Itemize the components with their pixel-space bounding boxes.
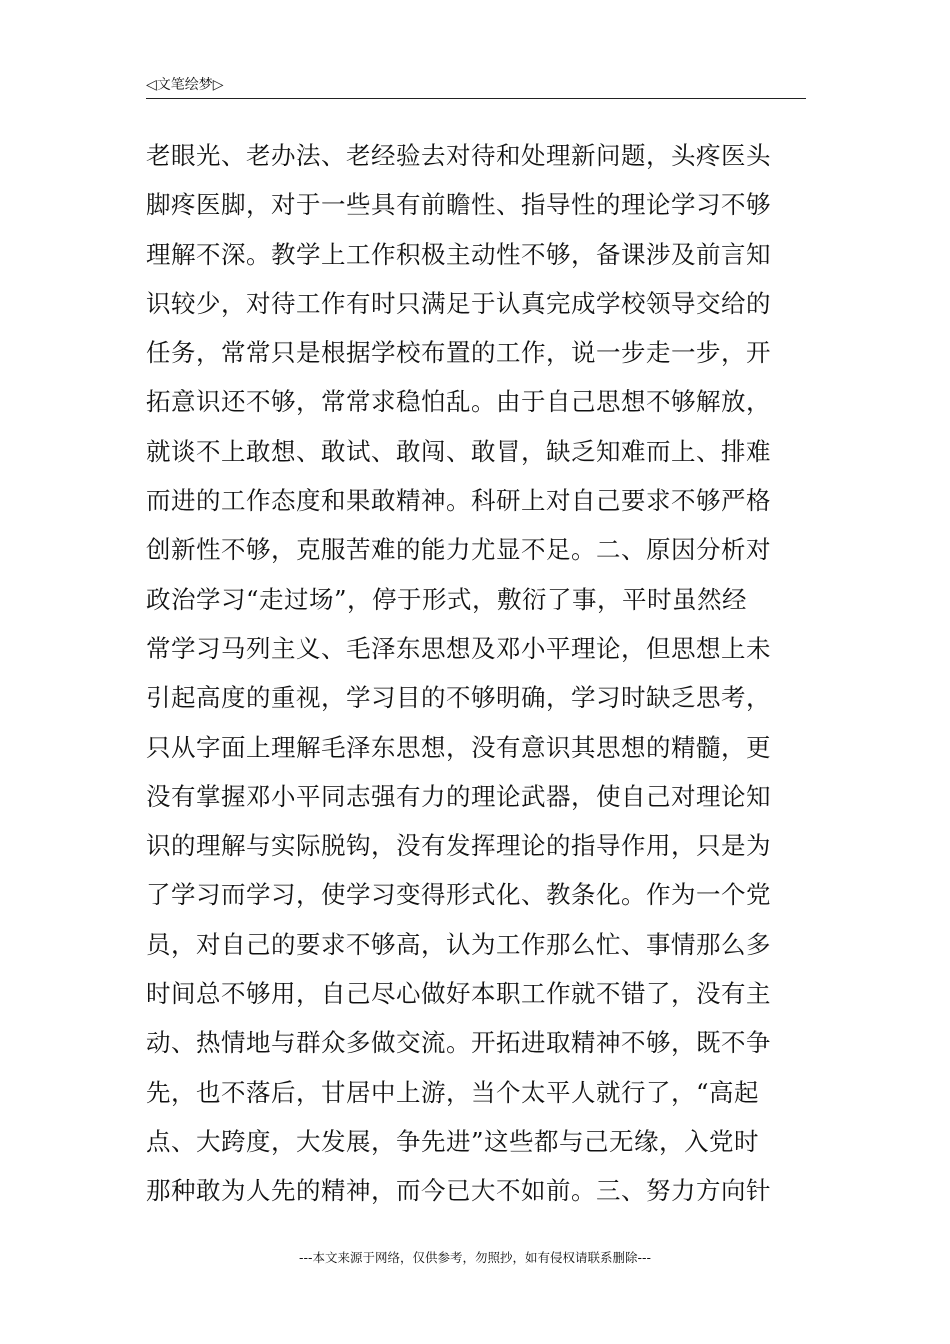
text-line: 识较少，对待工作有时只满足于认真完成学校领导交给的	[146, 288, 771, 318]
text-line: 没有掌握邓小平同志强有力的理论武器，使自己对理论知	[146, 781, 771, 811]
text-line: 时间总不够用，自己尽心做好本职工作就不错了，没有主	[146, 979, 771, 1009]
text-line: 就谈不上敢想、敢试、敢闯、敢冒，缺乏知难而上、排难	[146, 436, 771, 466]
text-line: 政治学习“走过场”，停于形式，敷衍了事，平时虽然经	[146, 584, 748, 614]
text-line: 创新性不够，克服苦难的能力尤显不足。二、原因分析对	[146, 535, 771, 565]
text-line: 任务，常常只是根据学校布置的工作，说一步走一步，开	[146, 338, 771, 368]
text-line: 点、大跨度，大发展，争先进”这些都与己无缘，入党时	[146, 1126, 760, 1156]
text-line: 员，对自己的要求不够高，认为工作那么忙、事情那么多	[146, 929, 771, 959]
text-line: 只从字面上理解毛泽东思想，没有意识其思想的精髓，更	[146, 732, 771, 762]
text-line: 识的理解与实际脱钩，没有发挥理论的指导作用，只是为	[146, 831, 771, 861]
text-line: 先，也不落后，甘居中上游，当个太平人就行了，“高起	[146, 1077, 760, 1107]
page-footer: ---本文来源于网络，仅供参考，勿照抄，如有侵权请联系删除---	[298, 1250, 652, 1265]
document-body	[146, 131, 806, 1216]
text-line: 拓意识还不够，常常求稳怕乱。由于自己思想不够解放，	[146, 387, 771, 417]
text-line: 老眼光、老办法、老经验去对待和处理新问题，头疼医头	[146, 141, 771, 170]
text-line: 脚疼医脚，对于一些具有前瞻性、指导性的理论学习不够	[146, 190, 771, 220]
text-line: 常学习马列主义、毛泽东思想及邓小平理论，但思想上未	[146, 633, 771, 663]
text-line: 而进的工作态度和果敢精神。科研上对自己要求不够严格	[146, 486, 771, 516]
text-line: 引起高度的重视，学习目的不够明确，学习时缺乏思考，	[146, 683, 771, 713]
text-line: 那种敢为人先的精神，而今已大不如前。三、努力方向针	[146, 1176, 771, 1206]
page-header	[146, 72, 806, 99]
header-title: ◁文笔绘梦▷	[146, 77, 224, 93]
text-line: 动、热情地与群众多做交流。开拓进取精神不够，既不争	[146, 1028, 771, 1058]
text-line: 了学习而学习，使学习变得形式化、教条化。作为一个党	[146, 880, 771, 910]
text-line: 理解不深。教学上工作积极主动性不够，备课涉及前言知	[146, 239, 771, 269]
